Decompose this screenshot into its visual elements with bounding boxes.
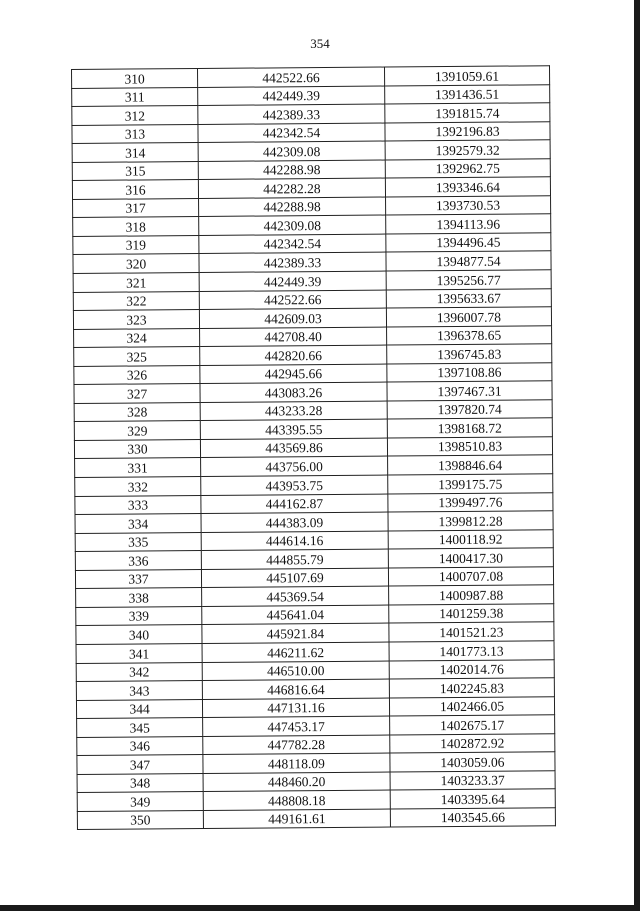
x-coordinate-cell: 443569.86	[200, 438, 387, 458]
x-coordinate-cell: 442288.98	[198, 160, 385, 180]
point-number-cell: 346	[77, 736, 203, 756]
x-coordinate-cell: 442282.28	[198, 178, 385, 198]
y-coordinate-cell: 1400707.08	[388, 566, 553, 586]
y-coordinate-cell: 1392962.75	[385, 158, 550, 178]
x-coordinate-cell: 446816.64	[202, 679, 389, 699]
x-coordinate-cell: 445369.54	[202, 586, 389, 606]
point-number-cell: 337	[75, 569, 201, 589]
point-number-cell: 350	[77, 810, 203, 830]
y-coordinate-cell: 1397467.31	[387, 381, 552, 401]
y-coordinate-cell: 1392579.32	[385, 140, 550, 160]
point-number-cell: 314	[72, 143, 198, 163]
point-number-cell: 334	[75, 514, 201, 534]
x-coordinate-cell: 445921.84	[202, 623, 389, 643]
point-number-cell: 333	[75, 495, 201, 515]
x-coordinate-cell: 442708.40	[200, 327, 387, 347]
x-coordinate-cell: 443953.75	[201, 475, 388, 495]
y-coordinate-cell: 1394877.54	[386, 251, 551, 271]
x-coordinate-cell: 446211.62	[202, 642, 389, 662]
y-coordinate-cell: 1392196.83	[385, 121, 550, 141]
x-coordinate-cell: 444614.16	[201, 531, 388, 551]
point-number-cell: 329	[74, 421, 200, 441]
point-number-cell: 315	[72, 161, 198, 181]
y-coordinate-cell: 1403545.66	[390, 808, 555, 828]
x-coordinate-cell: 442449.39	[198, 86, 385, 106]
point-number-cell: 319	[73, 235, 199, 255]
x-coordinate-cell: 448808.18	[203, 790, 390, 810]
x-coordinate-cell: 442342.54	[199, 234, 386, 254]
x-coordinate-cell: 442945.66	[200, 364, 387, 384]
y-coordinate-cell: 1402872.92	[390, 733, 555, 753]
y-coordinate-cell: 1403233.37	[390, 771, 555, 791]
x-coordinate-cell: 442342.54	[198, 123, 385, 143]
point-number-cell: 330	[74, 439, 200, 459]
point-number-cell: 311	[72, 87, 198, 107]
x-coordinate-cell: 444383.09	[201, 512, 388, 532]
point-number-cell: 320	[73, 254, 199, 274]
x-coordinate-cell: 442522.66	[198, 67, 385, 87]
x-coordinate-cell: 443756.00	[201, 457, 388, 477]
point-number-cell: 344	[76, 699, 202, 719]
y-coordinate-cell: 1402675.17	[390, 715, 555, 735]
x-coordinate-cell: 444162.87	[201, 494, 388, 514]
y-coordinate-cell: 1397108.86	[387, 362, 552, 382]
coordinates-table	[71, 65, 556, 830]
point-number-cell: 343	[76, 681, 202, 701]
x-coordinate-cell: 447782.28	[203, 735, 390, 755]
point-number-cell: 312	[72, 106, 198, 126]
y-coordinate-cell: 1395256.77	[386, 270, 551, 290]
y-coordinate-cell: 1402466.05	[389, 696, 554, 716]
x-coordinate-cell: 443395.55	[200, 419, 387, 439]
point-number-cell: 336	[75, 551, 201, 571]
point-number-cell: 322	[73, 291, 199, 311]
point-number-cell: 317	[73, 198, 199, 218]
x-coordinate-cell: 442309.08	[199, 215, 386, 235]
x-coordinate-cell: 442389.33	[199, 253, 386, 273]
point-number-cell: 326	[74, 365, 200, 385]
y-coordinate-cell: 1391436.51	[385, 84, 550, 104]
y-coordinate-cell: 1401773.13	[389, 641, 554, 661]
point-number-cell: 328	[74, 402, 200, 422]
y-coordinate-cell: 1403395.64	[390, 789, 555, 809]
y-coordinate-cell: 1396007.78	[386, 307, 551, 327]
y-coordinate-cell: 1393346.64	[385, 177, 550, 197]
point-number-cell: 332	[75, 477, 201, 497]
x-coordinate-cell: 443083.26	[200, 382, 387, 402]
y-coordinate-cell: 1398510.83	[387, 437, 552, 457]
y-coordinate-cell: 1403059.06	[390, 752, 555, 772]
table-row	[77, 808, 555, 830]
y-coordinate-cell: 1396378.65	[387, 325, 552, 345]
x-coordinate-cell: 442522.66	[199, 290, 386, 310]
y-coordinate-cell: 1399175.75	[388, 474, 553, 494]
y-coordinate-cell: 1398846.64	[388, 455, 553, 475]
point-number-cell: 345	[77, 718, 203, 738]
page-number: 354	[310, 36, 330, 51]
point-number-cell: 331	[75, 458, 201, 478]
scan-edge-right	[634, 0, 640, 911]
x-coordinate-cell: 443233.28	[200, 401, 387, 421]
point-number-cell: 327	[74, 384, 200, 404]
point-number-cell: 324	[74, 328, 200, 348]
scan-edge-bottom	[0, 905, 640, 911]
y-coordinate-cell: 1401259.38	[389, 604, 554, 624]
y-coordinate-cell: 1396745.83	[387, 344, 552, 364]
y-coordinate-cell: 1400987.88	[389, 585, 554, 605]
coordinates-table-body	[72, 66, 556, 830]
x-coordinate-cell: 447453.17	[203, 716, 390, 736]
x-coordinate-cell: 449161.61	[203, 809, 390, 829]
y-coordinate-cell: 1391059.61	[384, 66, 549, 86]
point-number-cell: 325	[74, 347, 200, 367]
x-coordinate-cell: 442609.03	[199, 308, 386, 328]
x-coordinate-cell: 444855.79	[201, 549, 388, 569]
y-coordinate-cell: 1400118.92	[388, 529, 553, 549]
point-number-cell: 323	[73, 310, 199, 330]
point-number-cell: 348	[77, 773, 203, 793]
y-coordinate-cell: 1401521.23	[389, 622, 554, 642]
x-coordinate-cell: 442389.33	[198, 104, 385, 124]
x-coordinate-cell: 448118.09	[203, 753, 390, 773]
y-coordinate-cell: 1394496.45	[386, 233, 551, 253]
y-coordinate-cell: 1402014.76	[389, 659, 554, 679]
point-number-cell: 340	[76, 625, 202, 645]
point-number-cell: 313	[72, 124, 198, 144]
y-coordinate-cell: 1402245.83	[389, 678, 554, 698]
y-coordinate-cell: 1397820.74	[387, 400, 552, 420]
point-number-cell: 318	[73, 217, 199, 237]
point-number-cell: 310	[72, 69, 198, 89]
x-coordinate-cell: 442449.39	[199, 271, 386, 291]
x-coordinate-cell: 442309.08	[198, 141, 385, 161]
point-number-cell: 349	[77, 792, 203, 812]
point-number-cell: 347	[77, 755, 203, 775]
y-coordinate-cell: 1394113.96	[386, 214, 551, 234]
point-number-cell: 338	[76, 588, 202, 608]
x-coordinate-cell: 442288.98	[199, 197, 386, 217]
x-coordinate-cell: 445641.04	[202, 605, 389, 625]
x-coordinate-cell: 446510.00	[202, 661, 389, 681]
y-coordinate-cell: 1393730.53	[386, 196, 551, 216]
point-number-cell: 339	[76, 606, 202, 626]
x-coordinate-cell: 442820.66	[200, 345, 387, 365]
x-coordinate-cell: 447131.16	[202, 698, 389, 718]
point-number-cell: 321	[73, 273, 199, 293]
y-coordinate-cell: 1399497.76	[388, 492, 553, 512]
y-coordinate-cell: 1395633.67	[386, 288, 551, 308]
point-number-cell: 341	[76, 643, 202, 663]
y-coordinate-cell: 1391815.74	[385, 103, 550, 123]
y-coordinate-cell: 1399812.28	[388, 511, 553, 531]
y-coordinate-cell: 1400417.30	[388, 548, 553, 568]
point-number-cell: 335	[75, 532, 201, 552]
y-coordinate-cell: 1398168.72	[387, 418, 552, 438]
x-coordinate-cell: 445107.69	[201, 568, 388, 588]
x-coordinate-cell: 448460.20	[203, 772, 390, 792]
point-number-cell: 316	[72, 180, 198, 200]
point-number-cell: 342	[76, 662, 202, 682]
